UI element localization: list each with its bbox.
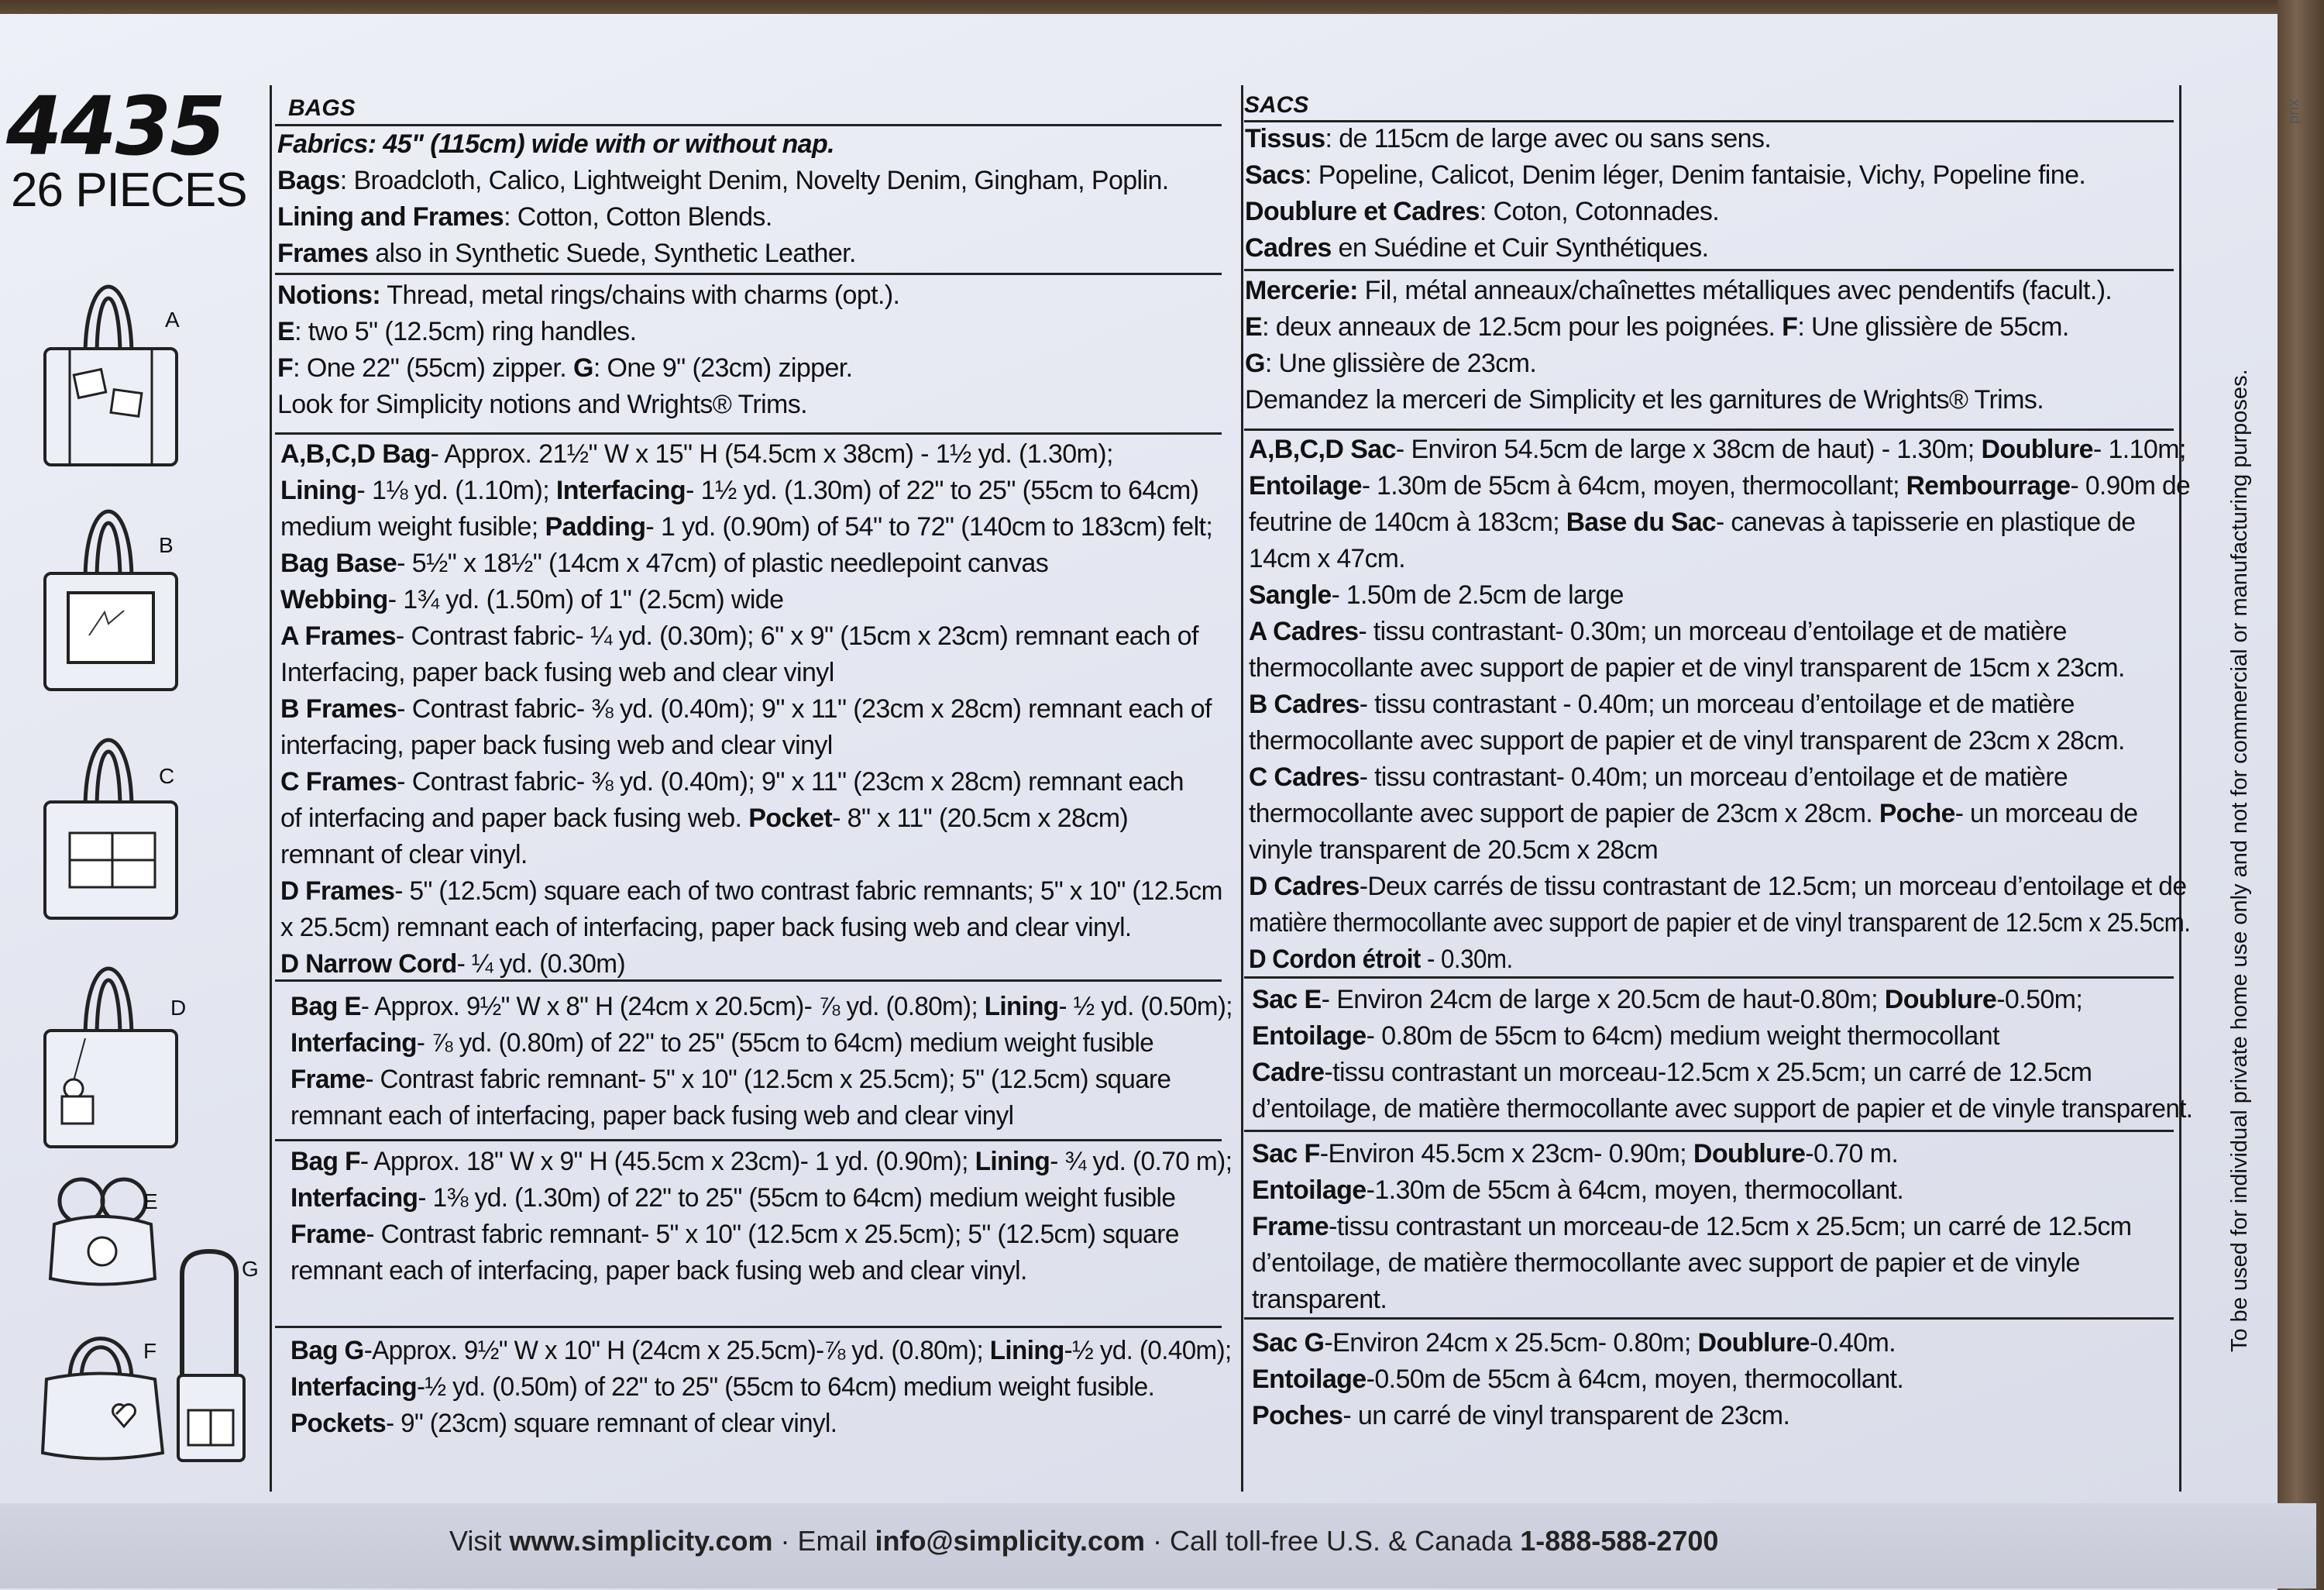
text-run: transparent.: [1252, 1285, 1387, 1314]
text-line: [1249, 796, 2257, 832]
text-run: also in Synthetic Suede, Synthetic Leather.: [368, 239, 856, 268]
text-line: [1245, 230, 2085, 267]
bold-term: B Frames: [280, 694, 397, 724]
bold-term: Cadre: [1252, 1058, 1325, 1087]
english-bag-g: [290, 1333, 1256, 1442]
text-run: - Approx. 18" W x 9" H (45.5cm x 23cm)- 1 yd. (0.90m);: [359, 1147, 975, 1176]
bold-term: Bags: [277, 166, 340, 195]
text-line: [1252, 1325, 1903, 1361]
text-run: matière thermocollante avec support de papier et de vinyl transparent de 12.5cm x 25.5cm.: [1249, 908, 2191, 938]
text-run: : Popeline, Calicot, Denim léger, Denim fantaisie, Vichy, Popeline fine.: [1305, 160, 2086, 190]
text-run: -0.40m.: [1809, 1328, 1896, 1358]
text-line: [1245, 273, 2112, 309]
bold-term: Doublure: [1697, 1328, 1810, 1358]
text-run: - 0.30m.: [1420, 945, 1513, 974]
text-line: [277, 387, 899, 423]
bold-term: Entoilage: [1252, 1365, 1367, 1394]
view-label-d: D: [170, 996, 187, 1020]
bold-term: Lining: [984, 992, 1059, 1021]
bold-term: Lining: [280, 476, 357, 505]
text-line: [290, 1217, 1232, 1253]
text-line: [280, 837, 1240, 873]
text-line: [280, 728, 1240, 764]
bold-term: Doublure: [1693, 1139, 1806, 1168]
text-run: -½ yd. (0.50m) of 22" to 25" (55cm to 64cm) medium weight fusible.: [417, 1372, 1155, 1402]
text-run: - 1½ yd. (1.30m) of 22" to 25" (55cm to 64cm): [686, 476, 1199, 505]
text-line: [1252, 1055, 2222, 1091]
text-line: [290, 1180, 1232, 1217]
footer-phone[interactable]: 1-888-588-2700: [1520, 1525, 1719, 1557]
bold-term: Doublure: [1884, 985, 1997, 1014]
text-line: [280, 910, 1222, 946]
rule: [275, 273, 1222, 275]
text-run: - ⅞ yd. (0.80m) of 22" to 25" (55cm to 64cm) medium weight fusible: [416, 1028, 1154, 1058]
text-run: thermocollante avec support de papier et de vinyl transparent de 23cm x 28cm.: [1249, 726, 2125, 755]
bold-term: G: [572, 353, 593, 383]
bold-term: Bag E: [290, 992, 361, 1021]
french-fabrics: [1245, 121, 2085, 267]
bold-term: Tissus: [1245, 124, 1325, 153]
text-line: [280, 691, 1240, 728]
text-line: [290, 1062, 1232, 1098]
text-line: [1245, 382, 2112, 418]
text-line: [1252, 1091, 2192, 1127]
bold-term: Interfacing: [290, 1028, 417, 1058]
text-line: [280, 582, 1240, 618]
text-line: [1252, 1136, 2131, 1172]
bold-term: Lining: [989, 1336, 1064, 1365]
text-line: [277, 277, 899, 314]
bold-term: Frame: [1252, 1212, 1329, 1241]
text-line: [1249, 504, 2257, 541]
text-run: -0.70 m.: [1805, 1139, 1899, 1168]
text-line: [290, 1144, 1232, 1180]
bold-term: D Cadres: [1249, 872, 1360, 901]
text-run: thermocollante avec support de papier de 23cm x 28cm.: [1249, 799, 1879, 828]
text-line: [1249, 432, 2269, 468]
bold-term: Interfacing: [290, 1183, 418, 1213]
tabletop-edge: [2278, 0, 2324, 1590]
rule: [275, 1139, 1222, 1141]
bold-term: Poches: [1252, 1401, 1343, 1430]
text-run: - 5" (12.5cm) square each of two contrast fabric remnants; 5" x 10" (12.5cm: [394, 876, 1222, 906]
text-run: Interfacing, paper back fusing web and clear vinyl: [280, 658, 834, 687]
text-run: - Contrast fabric- ¼ yd. (0.30m); 6" x 9" (15cm x 23cm) remnant each of: [395, 621, 1198, 651]
pattern-number: 4435: [6, 79, 225, 174]
text-run: - 8" x 11" (20.5cm x 28cm): [832, 804, 1129, 833]
bold-term: D Frames: [280, 876, 395, 906]
text-run: - 9" (23cm) square remnant of clear vinyl.: [386, 1409, 837, 1438]
bold-term: Base du Sac: [1566, 508, 1717, 537]
bold-term: A,B,C,D Sac: [1249, 435, 1396, 464]
bag-e-illustration: [46, 1170, 163, 1294]
text-run: thermocollante avec support de papier et de vinyl transparent de 15cm x 23cm.: [1249, 653, 2125, 683]
text-run: - 1¾ yd. (1.50m) of 1" (2.5cm) wide: [387, 585, 784, 614]
text-run: - canevas à tapisserie en plastique de: [1716, 508, 2136, 537]
bold-term: Lining: [975, 1147, 1050, 1176]
text-run: - 1.30m de 55cm à 64cm, moyen, thermocollant;: [1361, 471, 1906, 501]
text-run: Fabrics: 45" (115cm) wide with or without nap.: [277, 129, 835, 159]
text-run: : de 115cm de large avec ou sans sens.: [1325, 124, 1772, 153]
text-run: -½ yd. (0.40m);: [1064, 1336, 1232, 1365]
bold-term: Interfacing: [555, 476, 686, 505]
text-line: [280, 436, 1240, 473]
bold-term: Sacs: [1245, 160, 1305, 190]
text-run: : Une glissière de 55cm.: [1797, 312, 2069, 342]
bold-term: E: [277, 317, 295, 346]
text-line: [1252, 1209, 2131, 1245]
text-run: remnant each of interfacing, paper back fusing web and clear vinyl: [290, 1101, 1014, 1131]
text-run: remnant each of interfacing, paper back fusing web and clear vinyl.: [290, 1256, 1027, 1285]
text-run: -0.50m de 55cm à 64cm, moyen, thermocollant.: [1366, 1365, 1904, 1394]
text-line: [1249, 541, 2257, 577]
text-run: - ½ yd. (0.50m);: [1058, 992, 1232, 1021]
bold-term: Entoilage: [1252, 1175, 1367, 1205]
bold-term: Lining and Frames: [277, 202, 504, 232]
footer-contact: [449, 1525, 1718, 1557]
rule: [1244, 976, 2174, 979]
footer-email[interactable]: info@simplicity.com: [875, 1525, 1145, 1557]
text-line: [290, 1406, 1232, 1442]
bold-term: C Cadres: [1249, 762, 1360, 792]
text-line: [280, 473, 1240, 509]
text-line: [1245, 157, 2085, 194]
text-line: [277, 199, 1169, 236]
view-label-b: B: [159, 533, 174, 557]
text-run: - 1.50m de 2.5cm de large: [1331, 580, 1624, 610]
text-line: [1249, 614, 2257, 650]
french-sac-e: [1252, 982, 2222, 1127]
bold-term: Poche: [1879, 799, 1955, 828]
text-run: : Broadcloth, Calico, Lightweight Denim, Novelty Denim, Gingham, Poplin.: [339, 166, 1169, 195]
footer-website[interactable]: www.simplicity.com: [509, 1525, 773, 1557]
text-run: : Coton, Cotonnades.: [1479, 197, 1720, 226]
text-run: - 1⅛ yd. (1.10m);: [356, 476, 556, 505]
text-line: [1252, 982, 2222, 1018]
text-line: [290, 1098, 1232, 1134]
french-sac-f: [1252, 1136, 2131, 1318]
bold-term: Sac G: [1252, 1328, 1325, 1358]
text-run: : Une glissière de 23cm.: [1264, 349, 1537, 378]
english-bags-abcd: [280, 436, 1240, 983]
text-line: [1252, 1018, 2222, 1055]
bag-g-illustration: [167, 1244, 252, 1476]
text-line: [280, 618, 1240, 655]
footer-email-label: · Email: [772, 1525, 875, 1557]
text-run: -Deux carrés de tissu contrastant de 12.5cm; un morceau d’entoilage et de: [1359, 872, 2187, 901]
text-line: [280, 509, 1240, 545]
text-run: - 1⅜ yd. (1.30m) of 22" to 25" (55cm to 64cm) medium weight fusible: [418, 1183, 1176, 1213]
bold-term: Sangle: [1249, 580, 1332, 610]
bold-term: Bag F: [290, 1147, 360, 1176]
text-run: - un morceau de: [1954, 799, 2138, 828]
bag-d-illustration: [39, 945, 194, 1155]
text-line: [280, 655, 1240, 691]
text-run: Look for Simplicity notions and Wrights® Trims.: [277, 390, 808, 419]
text-line: [280, 946, 1222, 983]
view-label-a: A: [165, 308, 180, 332]
footer-call: · Call toll-free U.S. & Canada: [1144, 1525, 1521, 1557]
french-sac-g: [1252, 1325, 1903, 1434]
text-run: : deux anneaux de 12.5cm pour les poignées.: [1262, 312, 1783, 342]
bold-term: A Cadres: [1249, 617, 1359, 646]
french-notions: [1245, 273, 2112, 418]
text-run: x 25.5cm) remnant each of interfacing, paper back fusing web and clear vinyl.: [280, 913, 1132, 942]
english-bag-e: [290, 989, 1257, 1134]
text-run: - ¼ yd. (0.30m): [456, 949, 626, 979]
text-line: [280, 800, 1240, 837]
text-line: [1249, 723, 2257, 759]
bold-term: Sac F: [1252, 1139, 1320, 1168]
text-line: [280, 873, 1222, 910]
bold-term: Entoilage: [1252, 1021, 1367, 1051]
text-line: [277, 314, 899, 350]
text-run: Fil, métal anneaux/chaînettes métalliques avec pendentifs (facult.).: [1357, 276, 2113, 305]
text-line: [1249, 832, 2257, 869]
text-run: - Contrast fabric- ⅜ yd. (0.40m); 9" x 11" (23cm x 28cm) remnant each of: [397, 694, 1212, 724]
bold-term: E: [1245, 312, 1263, 342]
text-run: : One 9" (23cm) zipper.: [593, 353, 853, 383]
bold-term: D Cordon étroit: [1249, 945, 1421, 974]
text-line: [1245, 309, 2112, 346]
text-run: -Environ 24cm x 25.5cm- 0.80m;: [1324, 1328, 1698, 1358]
text-line: [277, 236, 1169, 272]
text-run: 14cm x 47cm.: [1249, 544, 1405, 573]
text-line: [1245, 194, 2085, 230]
text-run: - Contrast fabric- ⅜ yd. (0.40m); 9" x 11" (23cm x 28cm) remnant each: [397, 767, 1184, 797]
bold-term: Pocket: [748, 804, 833, 833]
text-line: [1249, 869, 2257, 905]
english-bag-f: [290, 1144, 1248, 1289]
bold-term: Webbing: [280, 585, 388, 614]
text-line: [1245, 346, 2112, 382]
bold-term: Doublure: [1981, 435, 2093, 464]
text-run: - 1 yd. (0.90m) of 54" to 72" (140cm to 183cm) felt;: [645, 512, 1213, 542]
text-run: - Approx. 21½" W x 15" H (54.5cm x 38cm) - 1½ yd. (1.30m);: [430, 439, 1113, 469]
bold-term: Frame: [290, 1220, 366, 1249]
bold-term: Rembourrage: [1906, 471, 2071, 501]
piece-count: 26 PIECES: [11, 163, 247, 217]
text-run: - Contrast fabric remnant- 5" x 10" (12.5cm x 25.5cm); 5" (12.5cm) square: [365, 1065, 1171, 1094]
view-label-g: G: [242, 1257, 259, 1281]
text-line: [1252, 1282, 2131, 1318]
rule: [275, 979, 1222, 982]
text-line: [1252, 1172, 2131, 1209]
bold-term: C Frames: [280, 767, 397, 797]
text-line: [1249, 650, 2257, 687]
view-label-e: E: [143, 1189, 158, 1213]
text-run: - 0.80m de 55cm to 64cm) medium weight thermocollant: [1366, 1021, 1999, 1051]
text-line: [1249, 759, 2257, 796]
rule: [1244, 1130, 2174, 1132]
text-run: feutrine de 140cm à 183cm;: [1249, 508, 1566, 537]
text-line: [290, 989, 1232, 1025]
rule: [275, 1326, 1222, 1328]
french-sacs-abcd: [1249, 432, 2269, 978]
bold-term: A,B,C,D Bag: [280, 439, 431, 469]
text-line: [1249, 905, 2190, 941]
text-run: interfacing, paper back fusing web and clear vinyl: [280, 731, 833, 760]
rule: [275, 432, 1222, 435]
bold-term: D Narrow Cord: [280, 949, 457, 979]
text-line: [277, 126, 1169, 163]
bold-term: Sac E: [1252, 985, 1322, 1014]
text-run: -Approx. 9½" W x 10" H (24cm x 25.5cm)-⅞ yd. (0.80m);: [363, 1336, 990, 1365]
text-run: - Environ 24cm de large x 20.5cm de haut-0.80m;: [1321, 985, 1885, 1014]
bold-term: F: [277, 353, 294, 383]
bold-term: Interfacing: [290, 1372, 418, 1402]
text-run: -tissu contrastant un morceau-12.5cm x 25.5cm; un carré de 12.5cm: [1324, 1058, 2092, 1087]
text-run: - 5½" x 18½" (14cm x 47cm) of plastic needlepoint canvas: [397, 549, 1049, 578]
text-line: [1252, 1361, 1903, 1398]
text-run: -1.30m de 55cm à 64cm, moyen, thermocollant.: [1366, 1175, 1904, 1205]
bold-term: Bag G: [290, 1336, 364, 1365]
text-run: - Contrast fabric remnant- 5" x 10" (12.5cm x 25.5cm); 5" (12.5cm) square: [366, 1220, 1179, 1249]
text-run: - Environ 54.5cm de large x 38cm de haut) - 1.30m;: [1395, 435, 1982, 464]
text-run: - Approx. 9½" W x 8" H (24cm x 20.5cm)- ⅞ yd. (0.80m);: [360, 992, 985, 1021]
text-run: -tissu contrastant un morceau-de 12.5cm x 25.5cm; un carré de 12.5cm: [1329, 1212, 2132, 1241]
text-run: Thread, metal rings/chains with charms (opt.).: [380, 280, 900, 310]
text-line: [277, 163, 1169, 199]
bold-term: Frame: [290, 1065, 366, 1094]
text-run: d’entoilage, de matière thermocollante avec support de papier et de vinyle: [1252, 1248, 2080, 1278]
text-run: : One 22" (55cm) zipper.: [293, 353, 573, 383]
bold-term: F: [1782, 312, 1798, 342]
text-run: -0.50m;: [1996, 985, 2083, 1014]
text-run: medium weight fusible;: [280, 512, 545, 542]
text-run: : Cotton, Cotton Blends.: [504, 202, 772, 232]
text-line: [1249, 941, 2190, 978]
bold-term: Bag Base: [280, 549, 397, 578]
text-line: [290, 1333, 1232, 1369]
bold-term: Entoilage: [1249, 471, 1362, 501]
text-line: [1249, 687, 2257, 723]
text-line: [1252, 1398, 1903, 1434]
text-run: en Suédine et Cuir Synthétiques.: [1331, 233, 1709, 263]
text-line: [1249, 577, 2257, 614]
text-line: [1252, 1245, 2131, 1282]
text-line: [290, 1253, 1232, 1289]
text-run: - tissu contrastant - 0.40m; un morceau d’entoilage et de matière: [1359, 690, 2075, 719]
bold-term: B Cadres: [1249, 690, 1360, 719]
text-line: [1249, 468, 2257, 504]
footer-visit: Visit: [449, 1525, 510, 1557]
text-run: - tissu contrastant- 0.30m; un morceau d’entoilage et de matière: [1358, 617, 2067, 646]
bag-b-illustration: [39, 488, 194, 697]
bag-a-illustration: [39, 263, 194, 473]
english-fabrics: [277, 126, 1169, 272]
text-run: - tissu contrastant- 0.40m; un morceau d’entoilage et de matière: [1359, 762, 2068, 792]
bold-term: Doublure et Cadres: [1245, 197, 1480, 226]
bold-term: Frames: [277, 239, 369, 268]
bold-term: Mercerie:: [1245, 276, 1358, 305]
text-run: Demandez la merceri de Simplicity et les garnitures de Wrights® Trims.: [1245, 385, 2044, 415]
bold-term: Notions:: [277, 280, 381, 310]
bold-term: Padding: [545, 512, 646, 542]
text-run: - 1.10m;: [2092, 435, 2186, 464]
price-label: prix: [2285, 98, 2302, 124]
bold-term: G: [1245, 349, 1265, 378]
text-run: : two 5" (12.5cm) ring handles.: [294, 317, 637, 346]
text-run: - 0.90m de: [2070, 471, 2191, 501]
usage-note: To be used for individual private home use only and not for commercial or manufacturing purposes.: [2227, 369, 2252, 1352]
text-line: [290, 1025, 1232, 1062]
text-line: [1245, 121, 2085, 157]
bold-term: Cadres: [1245, 233, 1332, 263]
text-run: remnant of clear vinyl.: [280, 840, 528, 869]
text-run: of interfacing and paper back fusing web.: [280, 804, 749, 833]
bag-c-illustration: [39, 717, 194, 926]
french-title: SACS: [1244, 92, 1309, 118]
text-line: [280, 764, 1240, 800]
text-run: vinyle transparent de 20.5cm x 28cm: [1249, 835, 1659, 865]
english-title: BAGS: [288, 95, 356, 121]
text-run: - un carré de vinyl transparent de 23cm.: [1342, 1401, 1790, 1430]
view-label-f: F: [143, 1339, 157, 1363]
text-run: -Environ 45.5cm x 23cm- 0.90m;: [1319, 1139, 1693, 1168]
text-line: [277, 350, 899, 387]
bold-term: Pockets: [290, 1409, 387, 1438]
text-line: [280, 545, 1240, 582]
rule: [1244, 269, 2174, 271]
rule: [1244, 428, 2174, 431]
text-run: - ¾ yd. (0.70 m);: [1050, 1147, 1232, 1176]
text-run: d’entoilage, de matière thermocollante avec support de papier et de vinyle transparent.: [1252, 1094, 2193, 1124]
rule: [1244, 1317, 2174, 1320]
bold-term: A Frames: [280, 621, 396, 651]
text-line: [290, 1369, 1232, 1406]
view-label-c: C: [159, 764, 175, 788]
english-notions: [277, 277, 899, 423]
